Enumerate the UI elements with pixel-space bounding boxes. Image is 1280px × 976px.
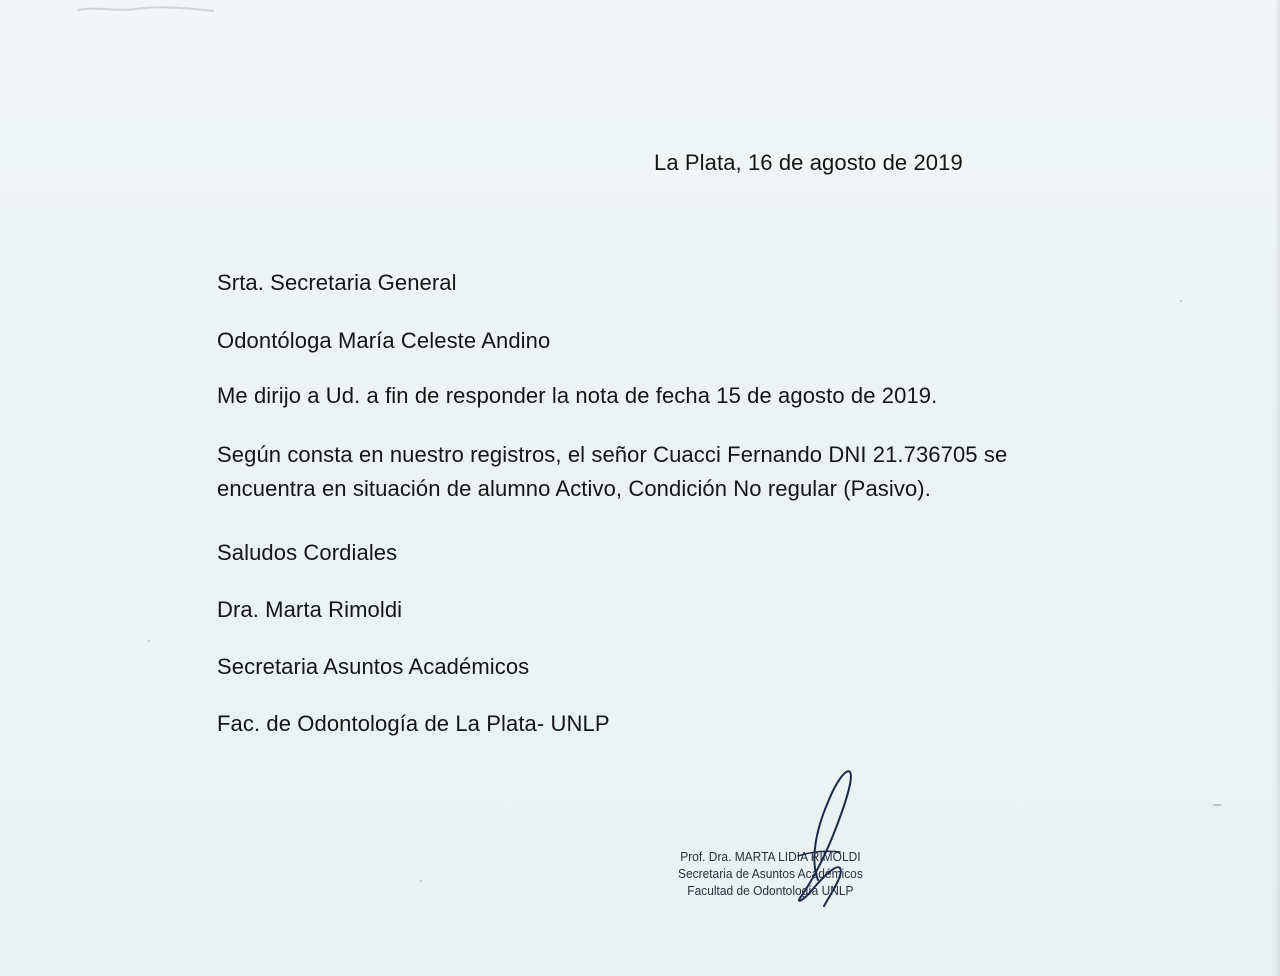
signer-role: Secretaria Asuntos Académicos [217, 654, 530, 679]
signer-name: Dra. Marta Rimoldi [217, 597, 403, 622]
letter-opening: Me dirijo a Ud. a fin de responder la nota de fecha 15 de agosto de 2019. [217, 383, 938, 408]
handwritten-signature [740, 760, 940, 920]
page-edge-shadow [1274, 0, 1280, 976]
recipient-title: Srta. Secretaria General [217, 270, 457, 295]
scan-speck [1212, 804, 1222, 806]
signer-institution: Fac. de Odontología de La Plata- UNLP [217, 711, 610, 736]
scan-speck [420, 880, 422, 882]
letter-body: Según consta en nuestro registros, el señor Cuacci Fernando DNI 21.736705 se encuentra en situación de alumno Activo, Condición No regular (Pasivo). [217, 442, 1008, 501]
scan-speck [1180, 300, 1182, 302]
stamp-line-institution: Facultad de Odontología UNLP [687, 883, 854, 898]
stamp-line-role: Secretaria de Asuntos Académicos [677, 866, 863, 881]
scan-speck [148, 640, 150, 642]
stamp-line-name: Prof. Dra. MARTA LIDIA RIMOLDI [680, 849, 861, 864]
letter-closing: Saludos Cordiales [217, 540, 398, 565]
letter-date: La Plata, 16 de agosto de 2019 [654, 150, 963, 175]
recipient-name: Odontóloga María Celeste Andino [217, 328, 551, 353]
scan-smudge [76, 2, 216, 16]
